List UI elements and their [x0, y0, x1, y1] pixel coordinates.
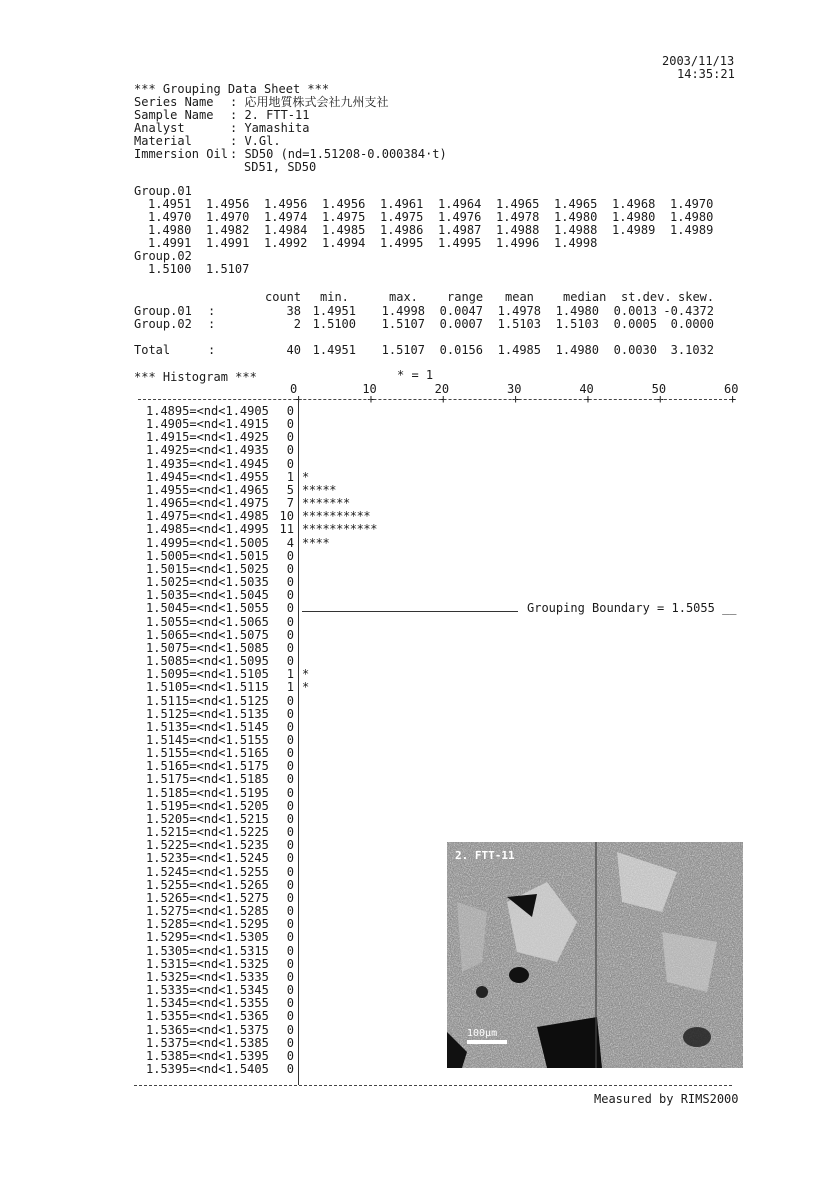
histogram-bin-count: 0: [286, 785, 294, 800]
group-value: 1.4976: [438, 210, 482, 224]
stats-row-sep: :: [208, 304, 216, 318]
stats-cell: 1.4980: [555, 343, 599, 357]
stats-cell: 1.4980: [555, 304, 599, 318]
histogram-bar: *: [302, 680, 309, 695]
axis-tick-mark: +: [512, 392, 520, 406]
histogram-bin-range: 1.5035=<nd<1.5045: [146, 588, 269, 603]
histogram-bin-count: 0: [286, 443, 294, 458]
stats-cell: 0.0007: [439, 317, 483, 331]
group-value: 1.4989: [612, 223, 656, 237]
stats-cell: 1.5100: [312, 317, 356, 331]
histogram-bin-count: 0: [286, 719, 294, 734]
histogram-bin-range: 1.5285=<nd<1.5295: [146, 917, 269, 932]
histogram-bin-count: 5: [286, 482, 294, 497]
histogram-bin-range: 1.5375=<nd<1.5385: [146, 1035, 269, 1050]
histogram-bin-range: 1.5225=<nd<1.5235: [146, 838, 269, 853]
histogram-bin-count: 0: [286, 417, 294, 432]
histogram-bin-range: 1.5215=<nd<1.5225: [146, 825, 269, 840]
histogram-bin-count: 0: [286, 588, 294, 603]
histogram-bin-range: 1.4995=<nd<1.5005: [146, 535, 269, 550]
field-label: Sample Name: [134, 108, 214, 122]
field-value: : SD50 (nd=1.51208-0.000384·t): [230, 147, 447, 161]
histogram-bin-range: 1.5245=<nd<1.5255: [146, 864, 269, 879]
histogram-bin-range: 1.4945=<nd<1.4955: [146, 469, 269, 484]
histogram-bin-count: 0: [286, 798, 294, 813]
histogram-bin-range: 1.5105=<nd<1.5115: [146, 680, 269, 695]
axis-tick-mark: +: [656, 392, 664, 406]
histogram-bin-range: 1.5055=<nd<1.5065: [146, 614, 269, 629]
group-value: 1.4970: [206, 210, 250, 224]
group-value: 1.4968: [612, 197, 656, 211]
group-value: 1.4975: [322, 210, 366, 224]
stats-cell: 1.4978: [497, 304, 541, 318]
histogram-bin-range: 1.5325=<nd<1.5335: [146, 969, 269, 984]
axis-tick-mark: +: [729, 392, 737, 406]
group-value: 1.4986: [380, 223, 424, 237]
group-value: 1.4956: [206, 197, 250, 211]
histogram-bin-range: 1.4965=<nd<1.4975: [146, 496, 269, 511]
histogram-bar: ****: [302, 535, 330, 550]
histogram-bin-count: 0: [286, 956, 294, 971]
group-value: 1.4965: [554, 197, 598, 211]
histogram-bin-range: 1.4895=<nd<1.4905: [146, 404, 269, 418]
histogram-bin-count: 0: [286, 627, 294, 642]
histogram-bin-count: 0: [286, 969, 294, 984]
histogram-bin-range: 1.5045=<nd<1.5055: [146, 601, 269, 616]
stats-cell: 0.0000: [670, 317, 714, 331]
histogram-bin-count: 0: [286, 930, 294, 945]
field-value: : Yamashita: [230, 121, 310, 135]
field-label: Analyst: [134, 121, 185, 135]
group-value: 1.4970: [148, 210, 192, 224]
stats-row-label: Group.02: [134, 317, 192, 331]
field-label: Series Name: [134, 95, 214, 109]
group-value: 1.5107: [206, 262, 250, 276]
histogram-bin-range: 1.4985=<nd<1.4995: [146, 522, 269, 537]
stats-cell: 3.1032: [670, 343, 714, 357]
group-value: 1.4995: [438, 236, 482, 250]
group-value: 1.4975: [380, 210, 424, 224]
histogram-bin-count: 0: [286, 1035, 294, 1050]
stats-row-label: Group.01: [134, 304, 192, 318]
grouping-boundary-line: [302, 611, 518, 612]
micrograph-label: 2. FTT-11: [455, 849, 515, 862]
histogram-bin-range: 1.5295=<nd<1.5305: [146, 930, 269, 945]
axis-tick-label: 60: [724, 382, 739, 396]
histogram-bin-range: 1.5345=<nd<1.5355: [146, 996, 269, 1011]
group-value: 1.4956: [264, 197, 308, 211]
group-value: 1.4991: [206, 236, 250, 250]
axis-tick-mark: +: [295, 392, 303, 406]
group-value: 1.4998: [554, 236, 598, 250]
group-value: 1.4984: [264, 223, 308, 237]
histogram-bin-count: 0: [286, 917, 294, 932]
histogram-bin-count: 11: [279, 522, 294, 537]
field-value: : V.Gl.: [230, 134, 281, 148]
group-value: 1.5100: [148, 262, 192, 276]
axis-tick-label: 0: [290, 382, 298, 396]
histogram-bin-count: 0: [286, 404, 294, 418]
group-value: 1.4980: [554, 210, 598, 224]
histogram-bin-range: 1.5255=<nd<1.5265: [146, 877, 269, 892]
field-label: Immersion Oil: [134, 147, 228, 161]
histogram-bin-range: 1.5335=<nd<1.5345: [146, 983, 269, 998]
histogram-bar: *****: [302, 482, 337, 497]
histogram-bar: *: [302, 469, 309, 484]
stats-header: min.: [320, 290, 349, 304]
histogram-bin-range: 1.5275=<nd<1.5285: [146, 904, 269, 919]
histogram-bin-count: 0: [286, 693, 294, 708]
immersion-oil-extra: SD51, SD50: [244, 160, 317, 174]
histogram-bin-count: 1: [286, 680, 294, 695]
histogram-bin-count: 0: [286, 1009, 294, 1024]
histogram-bin-range: 1.5265=<nd<1.5275: [146, 890, 269, 905]
histogram-bin-count: 0: [286, 575, 294, 590]
axis-tick-label: 10: [362, 382, 377, 396]
histogram-bin-range: 1.4975=<nd<1.4985: [146, 509, 269, 524]
stats-header: skew.: [678, 290, 715, 304]
stats-row-label: Total: [134, 343, 171, 357]
stats-header: range: [447, 290, 484, 304]
histogram-bin-range: 1.5145=<nd<1.5155: [146, 733, 269, 747]
stats-cell: 0.0047: [439, 304, 483, 318]
footer-measured-by: Measured by RIMS2000: [594, 1092, 739, 1106]
scale-bar: [467, 1040, 507, 1044]
histogram-title: *** Histogram ***: [134, 370, 257, 384]
histogram-zero-line: [298, 399, 299, 1085]
stats-cell: 0.0156: [439, 343, 483, 357]
histogram-bin-count: 0: [286, 983, 294, 998]
histogram-bin-range: 1.5165=<nd<1.5175: [146, 759, 269, 774]
grouping-boundary-label: Grouping Boundary = 1.5055 __: [527, 601, 737, 616]
histogram-bin-count: 0: [286, 733, 294, 747]
histogram-bin-range: 1.5205=<nd<1.5215: [146, 811, 269, 826]
axis-tick-mark: +: [367, 392, 375, 406]
stats-cell: 1.5107: [381, 343, 425, 357]
stats-cell: 1.4998: [381, 304, 425, 318]
histogram-bin-count: 0: [286, 759, 294, 774]
group-value: 1.4956: [322, 197, 366, 211]
axis-tick-mark: +: [439, 392, 447, 406]
histogram-bin-count: 0: [286, 548, 294, 563]
histogram-bin-count: 0: [286, 430, 294, 445]
histogram-bin-count: 0: [286, 943, 294, 958]
histogram-bin-range: 1.5005=<nd<1.5015: [146, 548, 269, 563]
histogram-bin-range: 1.5185=<nd<1.5195: [146, 785, 269, 800]
histogram-bin-count: 0: [286, 706, 294, 721]
group-value: 1.4980: [612, 210, 656, 224]
group-value: 1.4996: [496, 236, 540, 250]
stats-cell: 1.4951: [312, 343, 356, 357]
stats-cell: 1.5103: [497, 317, 541, 331]
axis-tick-label: 40: [579, 382, 594, 396]
histogram-bin-range: 1.5085=<nd<1.5095: [146, 654, 269, 669]
histogram-bin-range: 1.5395=<nd<1.5405: [146, 1062, 269, 1076]
micrograph-scale-label: 100μm: [467, 1028, 498, 1039]
histogram-bin-count: 0: [286, 561, 294, 576]
histogram-bin-count: 0: [286, 640, 294, 655]
stats-header: count: [265, 290, 302, 304]
histogram-bin-range: 1.5195=<nd<1.5205: [146, 798, 269, 813]
histogram-bar: *: [302, 667, 309, 682]
stats-row-sep: :: [208, 343, 216, 357]
histogram-bottom-axis: [134, 1085, 732, 1086]
histogram-bin-count: 0: [286, 825, 294, 840]
histogram-bin-range: 1.5315=<nd<1.5325: [146, 956, 269, 971]
group-value: 1.4991: [148, 236, 192, 250]
group-value: 1.4987: [438, 223, 482, 237]
axis-tick-mark: +: [584, 392, 592, 406]
group-value: 1.4994: [322, 236, 366, 250]
histogram-bin-range: 1.5235=<nd<1.5245: [146, 851, 269, 866]
group-value: 1.4995: [380, 236, 424, 250]
stats-header: mean: [505, 290, 534, 304]
histogram-bin-count: 0: [286, 1022, 294, 1037]
group-value: 1.4951: [148, 197, 192, 211]
histogram-bin-range: 1.5095=<nd<1.5105: [146, 667, 269, 682]
print-time: 14:35:21: [677, 67, 735, 81]
group-name: Group.01: [134, 184, 192, 198]
group-value: 1.4970: [670, 197, 714, 211]
field-value: : 応用地質株式会社九州支社: [230, 95, 389, 109]
histogram-bar: *******: [302, 496, 350, 511]
histogram-bin-range: 1.5155=<nd<1.5165: [146, 746, 269, 761]
histogram-bin-count: 0: [286, 864, 294, 879]
histogram-bin-count: 0: [286, 838, 294, 853]
group-value: 1.4982: [206, 223, 250, 237]
micrograph-image: [447, 842, 743, 1068]
stats-cell: 38: [286, 304, 301, 318]
histogram-bin-range: 1.5065=<nd<1.5075: [146, 627, 269, 642]
histogram-bin-range: 1.4915=<nd<1.4925: [146, 430, 269, 445]
group-value: 1.4961: [380, 197, 424, 211]
stats-cell: 1.5103: [555, 317, 599, 331]
histogram-bin-range: 1.5305=<nd<1.5315: [146, 943, 269, 958]
histogram-bin-count: 0: [286, 890, 294, 905]
stats-cell: 1.4985: [497, 343, 541, 357]
histogram-bin-range: 1.5175=<nd<1.5185: [146, 772, 269, 787]
stats-cell: 0.0013: [613, 304, 657, 318]
stats-cell: -0.4372: [663, 304, 714, 318]
group-value: 1.4980: [148, 223, 192, 237]
sheet-title: *** Grouping Data Sheet ***: [134, 82, 330, 96]
group-value: 1.4985: [322, 223, 366, 237]
histogram-bin-range: 1.4925=<nd<1.4935: [146, 443, 269, 458]
histogram-bin-count: 0: [286, 654, 294, 669]
print-date: 2003/11/13: [662, 54, 735, 68]
histogram-bin-count: 0: [286, 851, 294, 866]
histogram-bin-range: 1.5125=<nd<1.5135: [146, 706, 269, 721]
stats-header: st.dev.: [621, 290, 672, 304]
group-value: 1.4988: [554, 223, 598, 237]
group-name: Group.02: [134, 249, 192, 263]
histogram-bin-count: 0: [286, 772, 294, 787]
histogram-bin-count: 0: [286, 601, 294, 616]
stats-cell: 1.4951: [312, 304, 356, 318]
histogram-bin-range: 1.5135=<nd<1.5145: [146, 719, 269, 734]
histogram-bin-count: 1: [286, 667, 294, 682]
histogram-bin-range: 1.5075=<nd<1.5085: [146, 640, 269, 655]
histogram-bin-range: 1.4905=<nd<1.4915: [146, 417, 269, 432]
group-value: 1.4964: [438, 197, 482, 211]
histogram-bin-count: 0: [286, 614, 294, 629]
field-value: : 2. FTT-11: [230, 108, 310, 122]
histogram-bin-range: 1.5355=<nd<1.5365: [146, 1009, 269, 1024]
histogram-bin-count: 0: [286, 1048, 294, 1063]
histogram-bin-range: 1.5115=<nd<1.5125: [146, 693, 269, 708]
histogram-bin-count: 1: [286, 469, 294, 484]
stats-cell: 0.0005: [613, 317, 657, 331]
stats-header: max.: [389, 290, 418, 304]
group-value: 1.4989: [670, 223, 714, 237]
histogram-bin-range: 1.5025=<nd<1.5035: [146, 575, 269, 590]
histogram-bin-count: 7: [286, 496, 294, 511]
stats-cell: 0.0030: [613, 343, 657, 357]
stats-header: median: [563, 290, 607, 304]
group-value: 1.4974: [264, 210, 308, 224]
axis-tick-label: 50: [651, 382, 667, 396]
histogram-bin-count: 0: [286, 996, 294, 1011]
histogram-bin-range: 1.5365=<nd<1.5375: [146, 1022, 269, 1037]
group-value: 1.4980: [670, 210, 714, 224]
histogram-bin-count: 0: [286, 877, 294, 892]
histogram-bin-range: 1.5385=<nd<1.5395: [146, 1048, 269, 1063]
histogram-bar: ***********: [302, 522, 378, 537]
histogram-bin-range: 1.5015=<nd<1.5025: [146, 561, 269, 576]
histogram-bin-count: 0: [286, 811, 294, 826]
stats-cell: 1.5107: [381, 317, 425, 331]
group-value: 1.4965: [496, 197, 540, 211]
stats-cell: 40: [286, 343, 301, 357]
histogram-bin-count: 10: [279, 509, 294, 524]
group-value: 1.4978: [496, 210, 540, 224]
group-value: 1.4988: [496, 223, 540, 237]
histogram-bar: **********: [302, 509, 371, 524]
histogram-bin-count: 0: [286, 746, 294, 761]
histogram-bin-count: 0: [286, 456, 294, 471]
axis-tick-label: 30: [507, 382, 522, 396]
histogram-bin-range: 1.4935=<nd<1.4945: [146, 456, 269, 471]
group-value: 1.4992: [264, 236, 308, 250]
stats-row-sep: :: [208, 317, 216, 331]
histogram-top-axis: [138, 399, 732, 400]
histogram-bin-range: 1.4955=<nd<1.4965: [146, 482, 269, 497]
histogram-bin-count: 0: [286, 904, 294, 919]
axis-tick-label: 20: [434, 382, 450, 396]
histogram-bin-count: 4: [286, 535, 294, 550]
histogram-scale-note: * = 1: [397, 368, 434, 382]
histogram-bin-count: 0: [286, 1062, 294, 1076]
stats-cell: 2: [293, 317, 301, 331]
field-label: Material: [134, 134, 192, 148]
